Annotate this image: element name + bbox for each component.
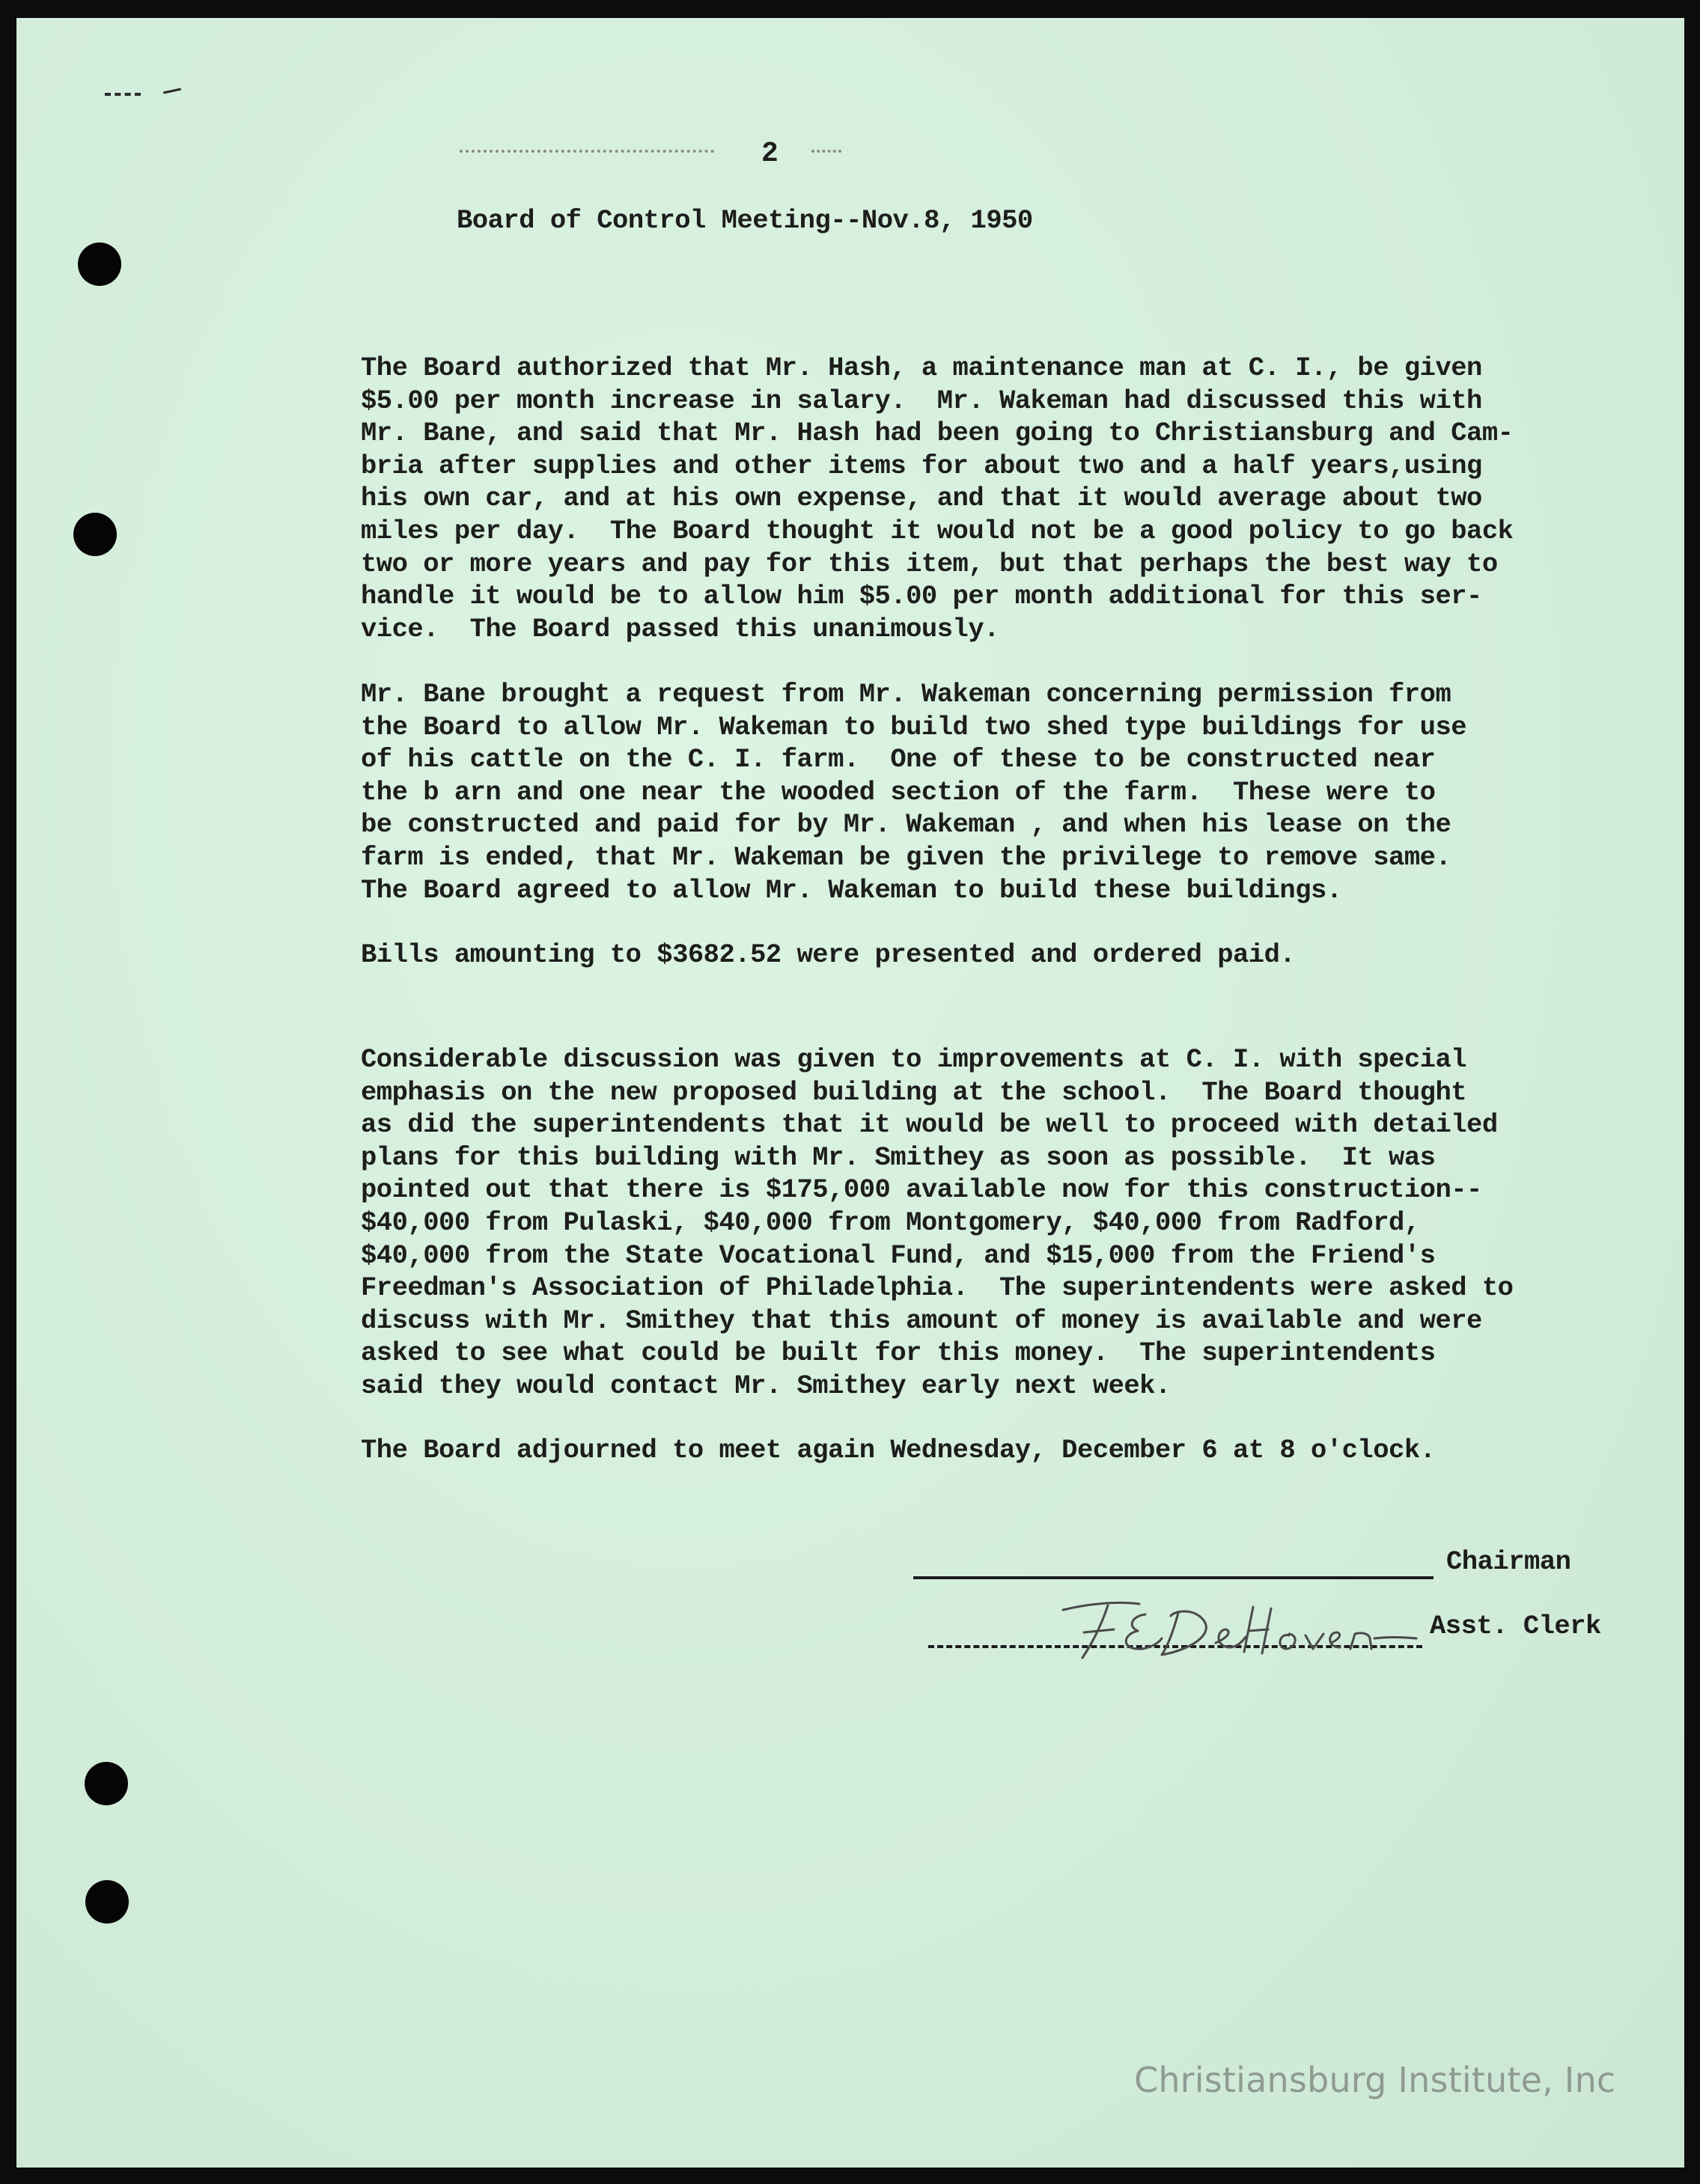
text-line: plans for this building with Mr. Smithey as soon as possible. It was (361, 1141, 1436, 1173)
chairman-label: Chairman (1446, 1546, 1571, 1577)
text-line: Freedman's Association of Philadelphia. The superintendents were asked to (361, 1272, 1514, 1304)
text-line: emphasis on the new proposed building at the school. The Board thought (361, 1076, 1467, 1108)
text-line: The Board agreed to allow Mr. Wakeman to build these buildings. (361, 874, 1342, 906)
text-line: discuss with Mr. Smithey that this amount of money is available and were (361, 1305, 1482, 1336)
text-line: Mr. Bane brought a request from Mr. Wakeman concerning permission from (361, 679, 1451, 710)
paragraph-shed-buildings (361, 678, 1573, 906)
page-number-dots (811, 150, 841, 153)
text-line: Bills amounting to $3682.52 were presented and ordered paid. (361, 939, 1296, 970)
paragraph-hash-salary (361, 352, 1573, 645)
binder-hole (85, 1762, 128, 1805)
clerk-label: Asst. Clerk (1430, 1611, 1601, 1641)
text-line: the b arn and one near the wooded section of the farm. These were to (361, 776, 1436, 808)
text-line: as did the superintendents that it would be well to proceed with detailed (361, 1109, 1498, 1141)
paragraph-adjourned (361, 1434, 1573, 1467)
text-line: farm is ended, that Mr. Wakeman be given the privilege to remove same. (361, 841, 1451, 873)
text-line: The Board authorized that Mr. Hash, a maintenance man at C. I., be given (361, 353, 1482, 383)
text-line: handle it would be to allow him $5.00 per month additional for this ser- (361, 581, 1482, 612)
page-number-dots (460, 150, 714, 153)
binder-hole (73, 513, 117, 556)
text-line: the Board to allow Mr. Wakeman to build two shed type buildings for use (361, 711, 1467, 742)
clerk-handwritten-signature (1042, 1593, 1431, 1668)
text-line: said they would contact Mr. Smithey early next week. (361, 1370, 1171, 1401)
paragraph-bills (361, 939, 1573, 971)
paragraph-improvements (361, 1043, 1573, 1403)
text-line: $40,000 from Pulaski, $40,000 from Montgomery, $40,000 from Radford, (361, 1207, 1420, 1238)
text-line: be constructed and paid for by Mr. Wakeman , and when his lease on the (361, 809, 1451, 841)
document-title: Board of Control Meeting--Nov.8, 1950 (457, 205, 1033, 236)
top-left-mark (105, 93, 141, 96)
watermark: Christiansburg Institute, Inc (1134, 2060, 1616, 2100)
text-line: vice. The Board passed this unanimously. (361, 613, 999, 644)
chairman-signature-line (913, 1576, 1434, 1579)
text-line: The Board adjourned to meet again Wednesday, December 6 at 8 o'clock. (361, 1435, 1436, 1465)
text-line: bria after supplies and other items for about two and a half years,using (361, 450, 1482, 481)
text-line: $40,000 from the State Vocational Fund, and $15,000 from the Friend's (361, 1239, 1436, 1271)
text-line: his own car, and at his own expense, and that it would average about two (361, 483, 1482, 514)
top-left-mark (163, 88, 181, 94)
binder-hole (78, 243, 121, 286)
document-page (16, 18, 1684, 2168)
text-line: Considerable discussion was given to improvements at C. I. with special (361, 1044, 1467, 1075)
text-line: miles per day. The Board thought it would not be a good policy to go back (361, 515, 1514, 546)
page-number: 2 (761, 138, 779, 170)
text-line: of his cattle on the C. I. farm. One of these to be constructed near (361, 744, 1436, 775)
text-line: two or more years and pay for this item, but that perhaps the best way to (361, 548, 1498, 579)
text-line: $5.00 per month increase in salary. Mr. Wakeman had discussed this with (361, 385, 1482, 416)
text-line: pointed out that there is $175,000 available now for this construction-- (361, 1174, 1482, 1206)
text-line: asked to see what could be built for this money. The superintendents (361, 1337, 1436, 1369)
text-line: Mr. Bane, and said that Mr. Hash had been going to Christiansburg and Cam- (361, 418, 1514, 449)
binder-hole (85, 1880, 129, 1924)
